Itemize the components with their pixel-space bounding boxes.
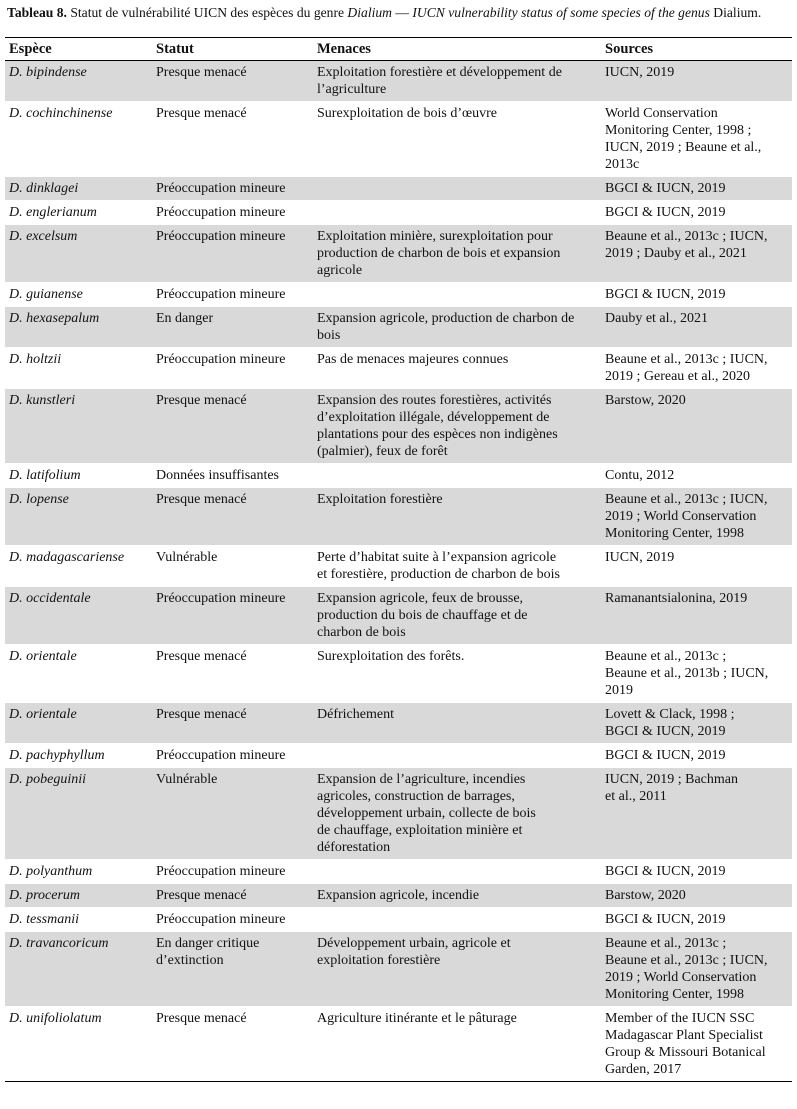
- cell-threats: Expansion des routes forestières, activités d’exploitation illégale, développement de plantations pour des espèces non indigènes (palmier), feux de forêt: [313, 389, 601, 464]
- table-row: [5, 348, 792, 389]
- cell-sources: Ramanantsialonina, 2019: [601, 587, 792, 645]
- cell-sources: Beaune et al., 2013c ; Beaune et al., 2013c ; IUCN, 2019 ; World Conservation Monitoring Center, 1998: [601, 932, 792, 1007]
- cell-threats: Pas de menaces majeures connues: [313, 348, 601, 389]
- table-row: [5, 177, 792, 201]
- cell-threats: Expansion agricole, production de charbon de bois: [313, 307, 601, 348]
- cell-threats: Surexploitation des forêts.: [313, 645, 601, 703]
- table-row: [5, 1007, 792, 1082]
- cell-threats: Exploitation forestière: [313, 488, 601, 546]
- cell-species: D. pachyphyllum: [5, 744, 152, 768]
- cell-species: D. kunstleri: [5, 389, 152, 464]
- cell-species: D. cochinchinense: [5, 102, 152, 177]
- cell-species: D. latifolium: [5, 464, 152, 488]
- cell-species: D. occidentale: [5, 587, 152, 645]
- cell-threats: [313, 744, 601, 768]
- cell-threats: Expansion agricole, feux de brousse, production du bois de chauffage et de charbon de bois: [313, 587, 601, 645]
- cell-species: D. madagascariense: [5, 546, 152, 587]
- cell-threats: Expansion de l’agriculture, incendies agricoles, construction de barrages, développement urbain, collecte de bois de chauffage, exploitation minière et déforestation: [313, 768, 601, 860]
- table-row: [5, 102, 792, 177]
- table-row: [5, 464, 792, 488]
- cell-threats: Développement urbain, agricole et exploitation forestière: [313, 932, 601, 1007]
- cell-species: D. hexasepalum: [5, 307, 152, 348]
- cell-status: Préoccupation mineure: [152, 201, 313, 225]
- cell-sources: BGCI & IUCN, 2019: [601, 744, 792, 768]
- vulnerability-table: [5, 37, 792, 1082]
- cell-sources: BGCI & IUCN, 2019: [601, 908, 792, 932]
- table-row: [5, 546, 792, 587]
- cell-threats: Défrichement: [313, 703, 601, 744]
- cell-status: Préoccupation mineure: [152, 348, 313, 389]
- cell-species: D. pobeguinii: [5, 768, 152, 860]
- table-row: [5, 703, 792, 744]
- cell-sources: Barstow, 2020: [601, 389, 792, 464]
- header-species: Espèce: [9, 41, 52, 57]
- table-row: [5, 908, 792, 932]
- cell-sources: IUCN, 2019 ; Bachman et al., 2011: [601, 768, 792, 860]
- table-row: [5, 768, 792, 860]
- cell-species: D. holtzii: [5, 348, 152, 389]
- table-row: [5, 860, 792, 884]
- cell-species: D. bipindense: [5, 61, 152, 102]
- cell-sources: Beaune et al., 2013c ; IUCN, 2019 ; World Conservation Monitoring Center, 1998: [601, 488, 792, 546]
- cell-sources: BGCI & IUCN, 2019: [601, 201, 792, 225]
- cell-status: Préoccupation mineure: [152, 587, 313, 645]
- cell-sources: Beaune et al., 2013c ; IUCN, 2019 ; Dauby et al., 2021: [601, 225, 792, 283]
- cell-species: D. excelsum: [5, 225, 152, 283]
- table-row: [5, 283, 792, 307]
- cell-status: Préoccupation mineure: [152, 283, 313, 307]
- caption-separator: —: [391, 5, 413, 20]
- cell-sources: BGCI & IUCN, 2019: [601, 177, 792, 201]
- table-row: [5, 201, 792, 225]
- cell-sources: BGCI & IUCN, 2019: [601, 860, 792, 884]
- cell-sources: Lovett & Clack, 1998 ; BGCI & IUCN, 2019: [601, 703, 792, 744]
- table-body: [5, 61, 792, 1082]
- cell-status: En danger: [152, 307, 313, 348]
- cell-sources: Beaune et al., 2013c ; IUCN, 2019 ; Gereau et al., 2020: [601, 348, 792, 389]
- cell-status: Presque menacé: [152, 884, 313, 908]
- table-row: [5, 61, 792, 102]
- cell-status: Préoccupation mineure: [152, 908, 313, 932]
- table-caption: [5, 0, 792, 37]
- cell-threats: Perte d’habitat suite à l’expansion agricole et forestière, production de charbon de bois: [313, 546, 601, 587]
- cell-sources: Contu, 2012: [601, 464, 792, 488]
- cell-threats: Surexploitation de bois d’œuvre: [313, 102, 601, 177]
- table-row: [5, 307, 792, 348]
- cell-status: Préoccupation mineure: [152, 177, 313, 201]
- cell-species: D. englerianum: [5, 201, 152, 225]
- cell-sources: Barstow, 2020: [601, 884, 792, 908]
- table-row: [5, 884, 792, 908]
- cell-sources: IUCN, 2019: [601, 61, 792, 102]
- cell-species: D. lopense: [5, 488, 152, 546]
- cell-threats: Exploitation forestière et développement de l’agriculture: [313, 61, 601, 102]
- cell-threats: [313, 283, 601, 307]
- caption-text-fr: Statut de vulnérabilité UICN des espèces du genre: [66, 5, 348, 20]
- header-status: Statut: [156, 41, 194, 57]
- cell-status: Presque menacé: [152, 61, 313, 102]
- cell-threats: [313, 177, 601, 201]
- table-row: [5, 744, 792, 768]
- table-row: [5, 587, 792, 645]
- cell-threats: [313, 908, 601, 932]
- cell-sources: Dauby et al., 2021: [601, 307, 792, 348]
- cell-status: Préoccupation mineure: [152, 744, 313, 768]
- cell-threats: [313, 201, 601, 225]
- header-threats: Menaces: [317, 41, 371, 57]
- cell-status: Presque menacé: [152, 389, 313, 464]
- cell-species: D. procerum: [5, 884, 152, 908]
- caption-genus-fr: Dialium: [347, 5, 392, 20]
- cell-species: D. dinklagei: [5, 177, 152, 201]
- caption-text-en: IUCN vulnerability status of some species of the genus: [412, 5, 710, 20]
- cell-sources: IUCN, 2019: [601, 546, 792, 587]
- cell-status: Préoccupation mineure: [152, 225, 313, 283]
- cell-threats: Expansion agricole, incendie: [313, 884, 601, 908]
- table-row: [5, 932, 792, 1007]
- caption-end: .: [757, 5, 762, 20]
- table-row: [5, 645, 792, 703]
- cell-sources: BGCI & IUCN, 2019: [601, 283, 792, 307]
- cell-status: Presque menacé: [152, 645, 313, 703]
- cell-status: Vulnérable: [152, 768, 313, 860]
- cell-status: En danger critique d’extinction: [152, 932, 313, 1007]
- cell-status: Presque menacé: [152, 703, 313, 744]
- cell-status: Presque menacé: [152, 1007, 313, 1082]
- cell-sources: World Conservation Monitoring Center, 1998 ; IUCN, 2019 ; Beaune et al., 2013c: [601, 102, 792, 177]
- caption-label: Tableau 8.: [7, 5, 67, 20]
- cell-threats: Agriculture itinérante et le pâturage: [313, 1007, 601, 1082]
- cell-species: D. travancoricum: [5, 932, 152, 1007]
- cell-status: Vulnérable: [152, 546, 313, 587]
- cell-species: D. orientale: [5, 645, 152, 703]
- table-row: [5, 389, 792, 464]
- cell-species: D. guianense: [5, 283, 152, 307]
- cell-status: Préoccupation mineure: [152, 860, 313, 884]
- cell-status: Presque menacé: [152, 102, 313, 177]
- cell-threats: [313, 464, 601, 488]
- cell-status: Presque menacé: [152, 488, 313, 546]
- cell-sources: Beaune et al., 2013c ; Beaune et al., 2013b ; IUCN, 2019: [601, 645, 792, 703]
- header-sources: Sources: [605, 41, 654, 57]
- cell-species: D. unifoliolatum: [5, 1007, 152, 1082]
- table-header-row: [5, 38, 792, 61]
- cell-species: D. orientale: [5, 703, 152, 744]
- caption-genus-en: Dialium: [709, 5, 758, 20]
- cell-sources: Member of the IUCN SSC Madagascar Plant Specialist Group & Missouri Botanical Garden, 2017: [601, 1007, 792, 1082]
- cell-status: Données insuffisantes: [152, 464, 313, 488]
- cell-species: D. polyanthum: [5, 860, 152, 884]
- cell-threats: [313, 860, 601, 884]
- cell-threats: Exploitation minière, surexploitation pour production de charbon de bois et expansion agricole: [313, 225, 601, 283]
- table-row: [5, 488, 792, 546]
- table-row: [5, 225, 792, 283]
- cell-species: D. tessmanii: [5, 908, 152, 932]
